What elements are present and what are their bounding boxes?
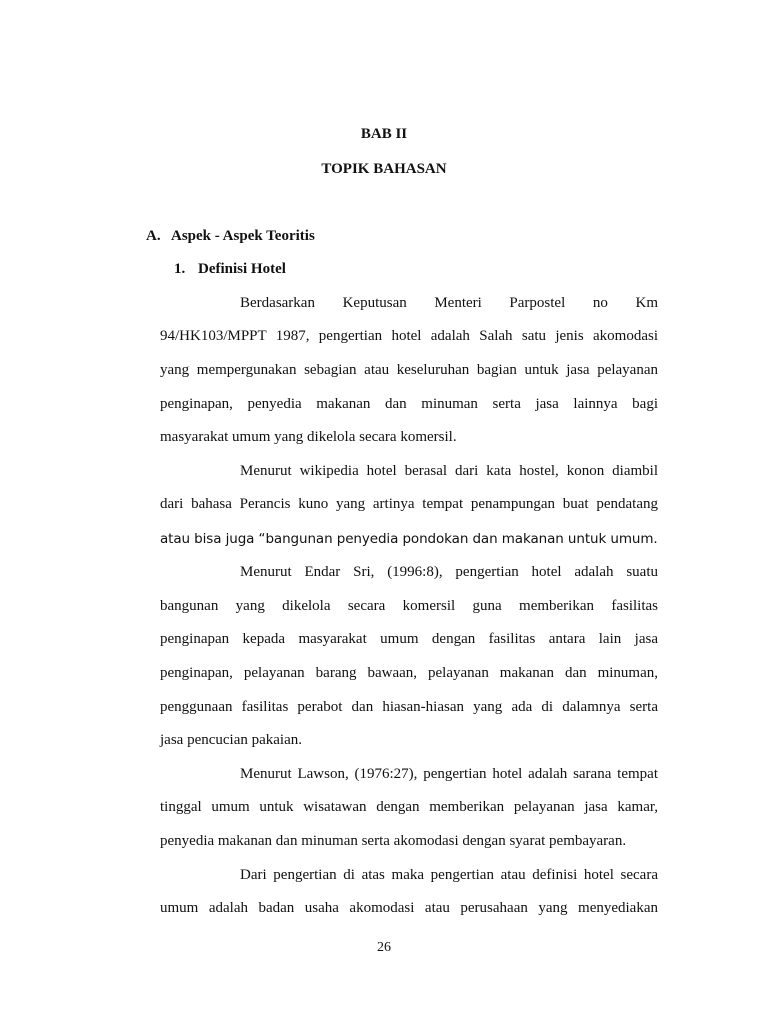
body-line: Menurut wikipedia hotel berasal dari kata hostel, konon diambil	[240, 463, 658, 479]
section-number: A.	[146, 228, 161, 244]
body-line: umum adalah badan usaha akomodasi atau perusahaan yang menyediakan	[160, 900, 658, 916]
page-number: 26	[377, 940, 391, 955]
subsection-title: Definisi Hotel	[198, 261, 286, 277]
body-line: penginapan, penyedia makanan dan minuman serta jasa lainnya bagi	[160, 396, 658, 412]
body-line: penginapan kepada masyarakat umum dengan fasilitas antara lain jasa	[160, 631, 658, 647]
chapter-title: TOPIK BAHASAN	[321, 161, 447, 177]
body-line: yang mempergunakan sebagian atau keseluruhan bagian untuk jasa pelayanan	[160, 362, 658, 378]
subsection-heading	[174, 261, 286, 278]
body-line: 94/HK103/MPPT 1987, pengertian hotel adalah Salah satu jenis akomodasi	[160, 328, 658, 344]
subsection-number: 1.	[174, 261, 186, 277]
section-title: Aspek - Aspek Teoritis	[171, 228, 315, 244]
body-line: Berdasarkan Keputusan Menteri Parpostel no Km	[240, 295, 658, 311]
body-line: penyedia makanan dan minuman serta akomodasi dengan syarat pembayaran.	[160, 833, 627, 849]
body-line: bangunan yang dikelola secara komersil guna memberikan fasilitas	[160, 598, 658, 614]
body-line: masyarakat umum yang dikelola secara komersil.	[160, 429, 457, 445]
body-line: tinggal umum untuk wisatawan dengan memberikan pelayanan jasa kamar,	[160, 799, 658, 815]
body-line: penginapan, pelayanan barang bawaan, pelayanan makanan dan minuman,	[160, 665, 658, 681]
body-line: atau bisa juga “bangunan penyedia pondokan dan makanan untuk umum.	[160, 531, 658, 547]
body-line: dari bahasa Perancis kuno yang artinya tempat penampungan buat pendatang	[160, 496, 658, 512]
body-line: Menurut Lawson, (1976:27), pengertian hotel adalah sarana tempat	[240, 766, 658, 782]
body-line: Dari pengertian di atas maka pengertian atau definisi hotel secara	[240, 867, 658, 883]
body-line: Menurut Endar Sri, (1996:8), pengertian hotel adalah suatu	[240, 564, 658, 580]
chapter-number: BAB II	[360, 126, 408, 142]
body-line: penggunaan fasilitas perabot dan hiasan-hiasan yang ada di dalamnya serta	[160, 699, 658, 715]
body-line: jasa pencucian pakaian.	[160, 732, 303, 748]
section-heading	[146, 228, 315, 245]
